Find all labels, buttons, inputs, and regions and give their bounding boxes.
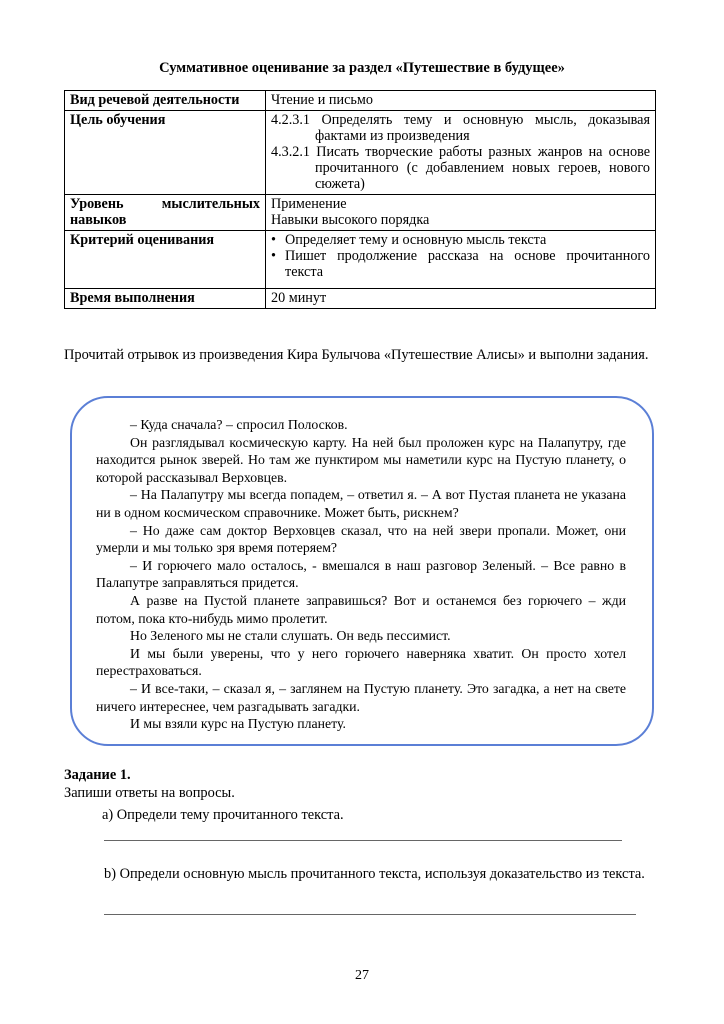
task-section — [64, 766, 656, 824]
excerpt-text — [96, 416, 626, 733]
level-label-word: Уровень — [70, 196, 124, 212]
excerpt-paragraph: – И горючего мало осталось, - вмешался в наш разговор Зеленый. – Все равно в Палапутре заправляться придется. — [96, 557, 626, 591]
table-row — [65, 91, 656, 111]
table-row — [65, 289, 656, 309]
bullet-icon: • — [271, 232, 276, 248]
assessment-table — [64, 90, 656, 309]
level-label-word: навыков — [70, 212, 127, 228]
page-title: Суммативное оценивание за раздел «Путешествие в будущее» — [159, 60, 565, 76]
goal-cell — [266, 111, 656, 195]
bullet-icon: • — [271, 248, 276, 264]
criteria-text: Определяет тему и основную мысль текста — [285, 232, 547, 248]
goal-item: 4.2.3.1 Определять тему и основную мысль, доказывая фактами из произведения — [271, 112, 650, 144]
level-label — [65, 195, 266, 231]
criteria-cell — [266, 231, 656, 289]
criteria-text: Пишет продолжение рассказа на основе прочитанного текста — [285, 248, 650, 280]
activity-value: Чтение и письмо — [266, 91, 656, 111]
task-title: Задание 1. — [64, 767, 131, 783]
goal-item: 4.3.2.1 Писать творческие работы разных жанров на основе прочитанного (с добавлением новых героев, нового сюжета) — [271, 144, 650, 192]
question-b: b) Определи основную мысль прочитанного текста, используя доказательство из текста. — [104, 866, 645, 882]
answer-line-b[interactable] — [104, 914, 636, 915]
level-item: Применение — [271, 196, 347, 212]
criteria-label: Критерий оценивания — [65, 231, 266, 289]
criteria-item — [271, 248, 650, 280]
excerpt-paragraph: И мы взяли курс на Пустую планету. — [130, 716, 346, 732]
excerpt-paragraph: – На Палапутру мы всегда попадем, – ответил я. – А вот Пустая планета не указана ни в одном космическом справочнике. Может быть, рискнем? — [96, 487, 626, 520]
table-row — [65, 231, 656, 289]
time-value: 20 минут — [266, 289, 656, 309]
task-instruction: Запиши ответы на вопросы. — [64, 785, 235, 801]
criteria-item — [271, 232, 650, 248]
level-item: Навыки высокого порядка — [271, 212, 430, 228]
intro-text: Прочитай отрывок из произведения Кира Булычова «Путешествие Алисы» и выполни задания. — [64, 347, 649, 363]
question-a: а) Определи тему прочитанного текста. — [102, 807, 344, 823]
table-row — [65, 111, 656, 195]
time-label: Время выполнения — [65, 289, 266, 309]
excerpt-paragraph: – Но даже сам доктор Верховцев сказал, что на ней звери пропали. Может, они умерли и мы только зря время потеряем? — [96, 522, 626, 556]
goal-label: Цель обучения — [65, 111, 266, 195]
excerpt-paragraph: Он разглядывал космическую карту. На ней был проложен курс на Палапутру, где находится рынок зверей. Но там же пунктиром мы наметили курс на Пустую планету, о которой рассказывал Верховцев. — [96, 434, 626, 485]
excerpt-paragraph: А разве на Пустой планете заправишься? Вот и останемся без горючего – жди потом, пока кто-нибудь мимо пролетит. — [96, 592, 626, 626]
answer-line-a[interactable] — [104, 840, 622, 841]
activity-label: Вид речевой деятельности — [65, 91, 266, 111]
table-row — [65, 195, 656, 231]
excerpt-paragraph: Но Зеленого мы не стали слушать. Он ведь пессимист. — [130, 628, 451, 644]
level-cell — [266, 195, 656, 231]
excerpt-paragraph: – И все-таки, – сказал я, – заглянем на Пустую планету. Это загадка, а нет на свете ничего интереснее, чем разгадывать загадки. — [96, 680, 626, 714]
excerpt-paragraph: И мы были уверены, что у него горючего наверняка хватит. Он просто хотел перестраховаться. — [96, 645, 626, 679]
page-number: 27 — [355, 968, 369, 983]
excerpt-paragraph: – Куда сначала? – спросил Полосков. — [130, 417, 348, 432]
level-label-word: мыслительных — [161, 196, 260, 212]
